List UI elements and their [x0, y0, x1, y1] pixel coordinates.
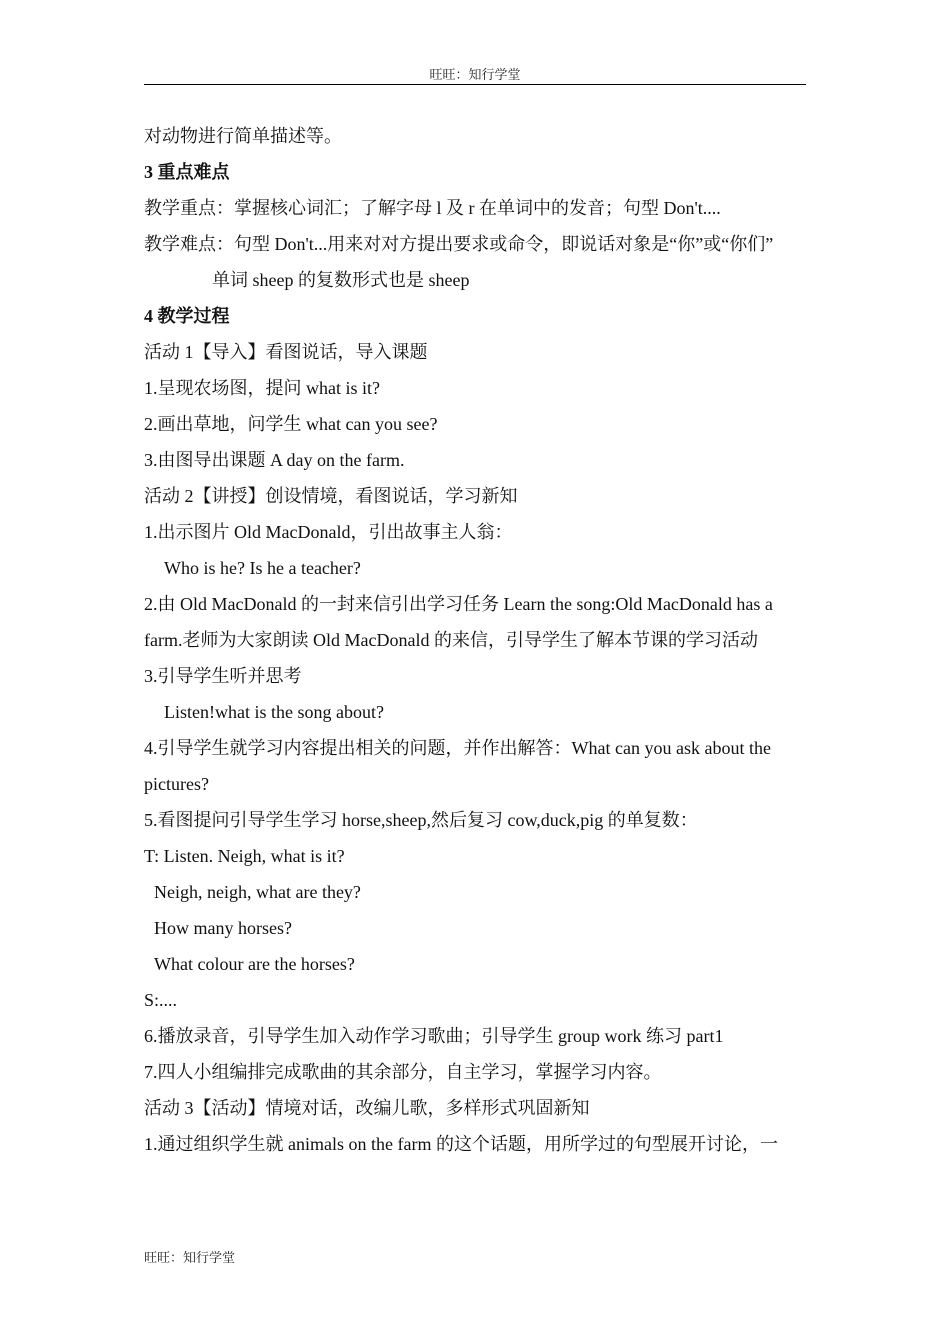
dialogue-line: How many horses? — [154, 918, 292, 938]
activity-heading: 活动 2【讲授】创设情境，看图说话，学习新知 — [144, 486, 518, 506]
list-item: 3.由图导出课题 A day on the farm. — [144, 450, 405, 470]
list-item: 2.由 Old MacDonald 的一封来信引出学习任务 Learn the song:Old MacDonald has a farm.老师为大家朗读 Old MacDonald 的来信，引导学生了解本节课的学习活动 — [144, 594, 773, 650]
header-divider — [144, 84, 806, 85]
list-item: 1.通过组织学生就 animals on the farm 的这个话题，用所学过的句型展开讨论，一 — [144, 1134, 778, 1154]
activity-heading: 活动 1【导入】看图说话，导入课题 — [144, 342, 428, 362]
paragraph: 教学重点：掌握核心词汇；了解字母 l 及 r 在单词中的发音；句型 Don't.... — [144, 198, 721, 218]
list-item: 2.画出草地，问学生 what can you see? — [144, 414, 438, 434]
list-item: 1.呈现农场图，提问 what is it? — [144, 378, 380, 398]
dialogue-line: S:.... — [144, 990, 178, 1010]
list-item: 3.引导学生听并思考 — [144, 666, 302, 686]
dialogue-line: What colour are the horses? — [154, 954, 355, 974]
activity-heading: 活动 3【活动】情境对话，改编儿歌，多样形式巩固新知 — [144, 1098, 590, 1118]
paragraph: 对动物进行简单描述等。 — [144, 126, 342, 146]
section-heading: 4 教学过程 — [144, 306, 230, 326]
dialogue-line: T: Listen. Neigh, what is it? — [144, 846, 345, 866]
document-body — [144, 118, 808, 1162]
list-item: 5.看图提问引导学生学习 horse,sheep,然后复习 cow,duck,pig 的单复数： — [144, 810, 698, 830]
paragraph: 单词 sheep 的复数形式也是 sheep — [212, 270, 470, 290]
paragraph: 教学难点：句型 Don't...用来对对方提出要求或命令，即说话对象是“你”或“你们” — [144, 234, 774, 254]
list-item: 1.出示图片 Old MacDonald，引出故事主人翁： — [144, 522, 513, 542]
dialogue-line: Neigh, neigh, what are they? — [154, 882, 361, 902]
section-heading: 3 重点难点 — [144, 162, 230, 182]
page-header: 旺旺：知行学堂 — [429, 67, 521, 82]
list-item: 4.引导学生就学习内容提出相关的问题，并作出解答：What can you ask about the pictures? — [144, 738, 771, 794]
dialogue-line: Who is he? Is he a teacher? — [164, 558, 361, 578]
page-footer: 旺旺：知行学堂 — [144, 1250, 236, 1265]
list-item: 6.播放录音，引导学生加入动作学习歌曲；引导学生 group work 练习 part1 — [144, 1026, 724, 1046]
list-item: 7.四人小组编排完成歌曲的其余部分，自主学习，掌握学习内容。 — [144, 1062, 662, 1082]
dialogue-line: Listen!what is the song about? — [164, 702, 384, 722]
